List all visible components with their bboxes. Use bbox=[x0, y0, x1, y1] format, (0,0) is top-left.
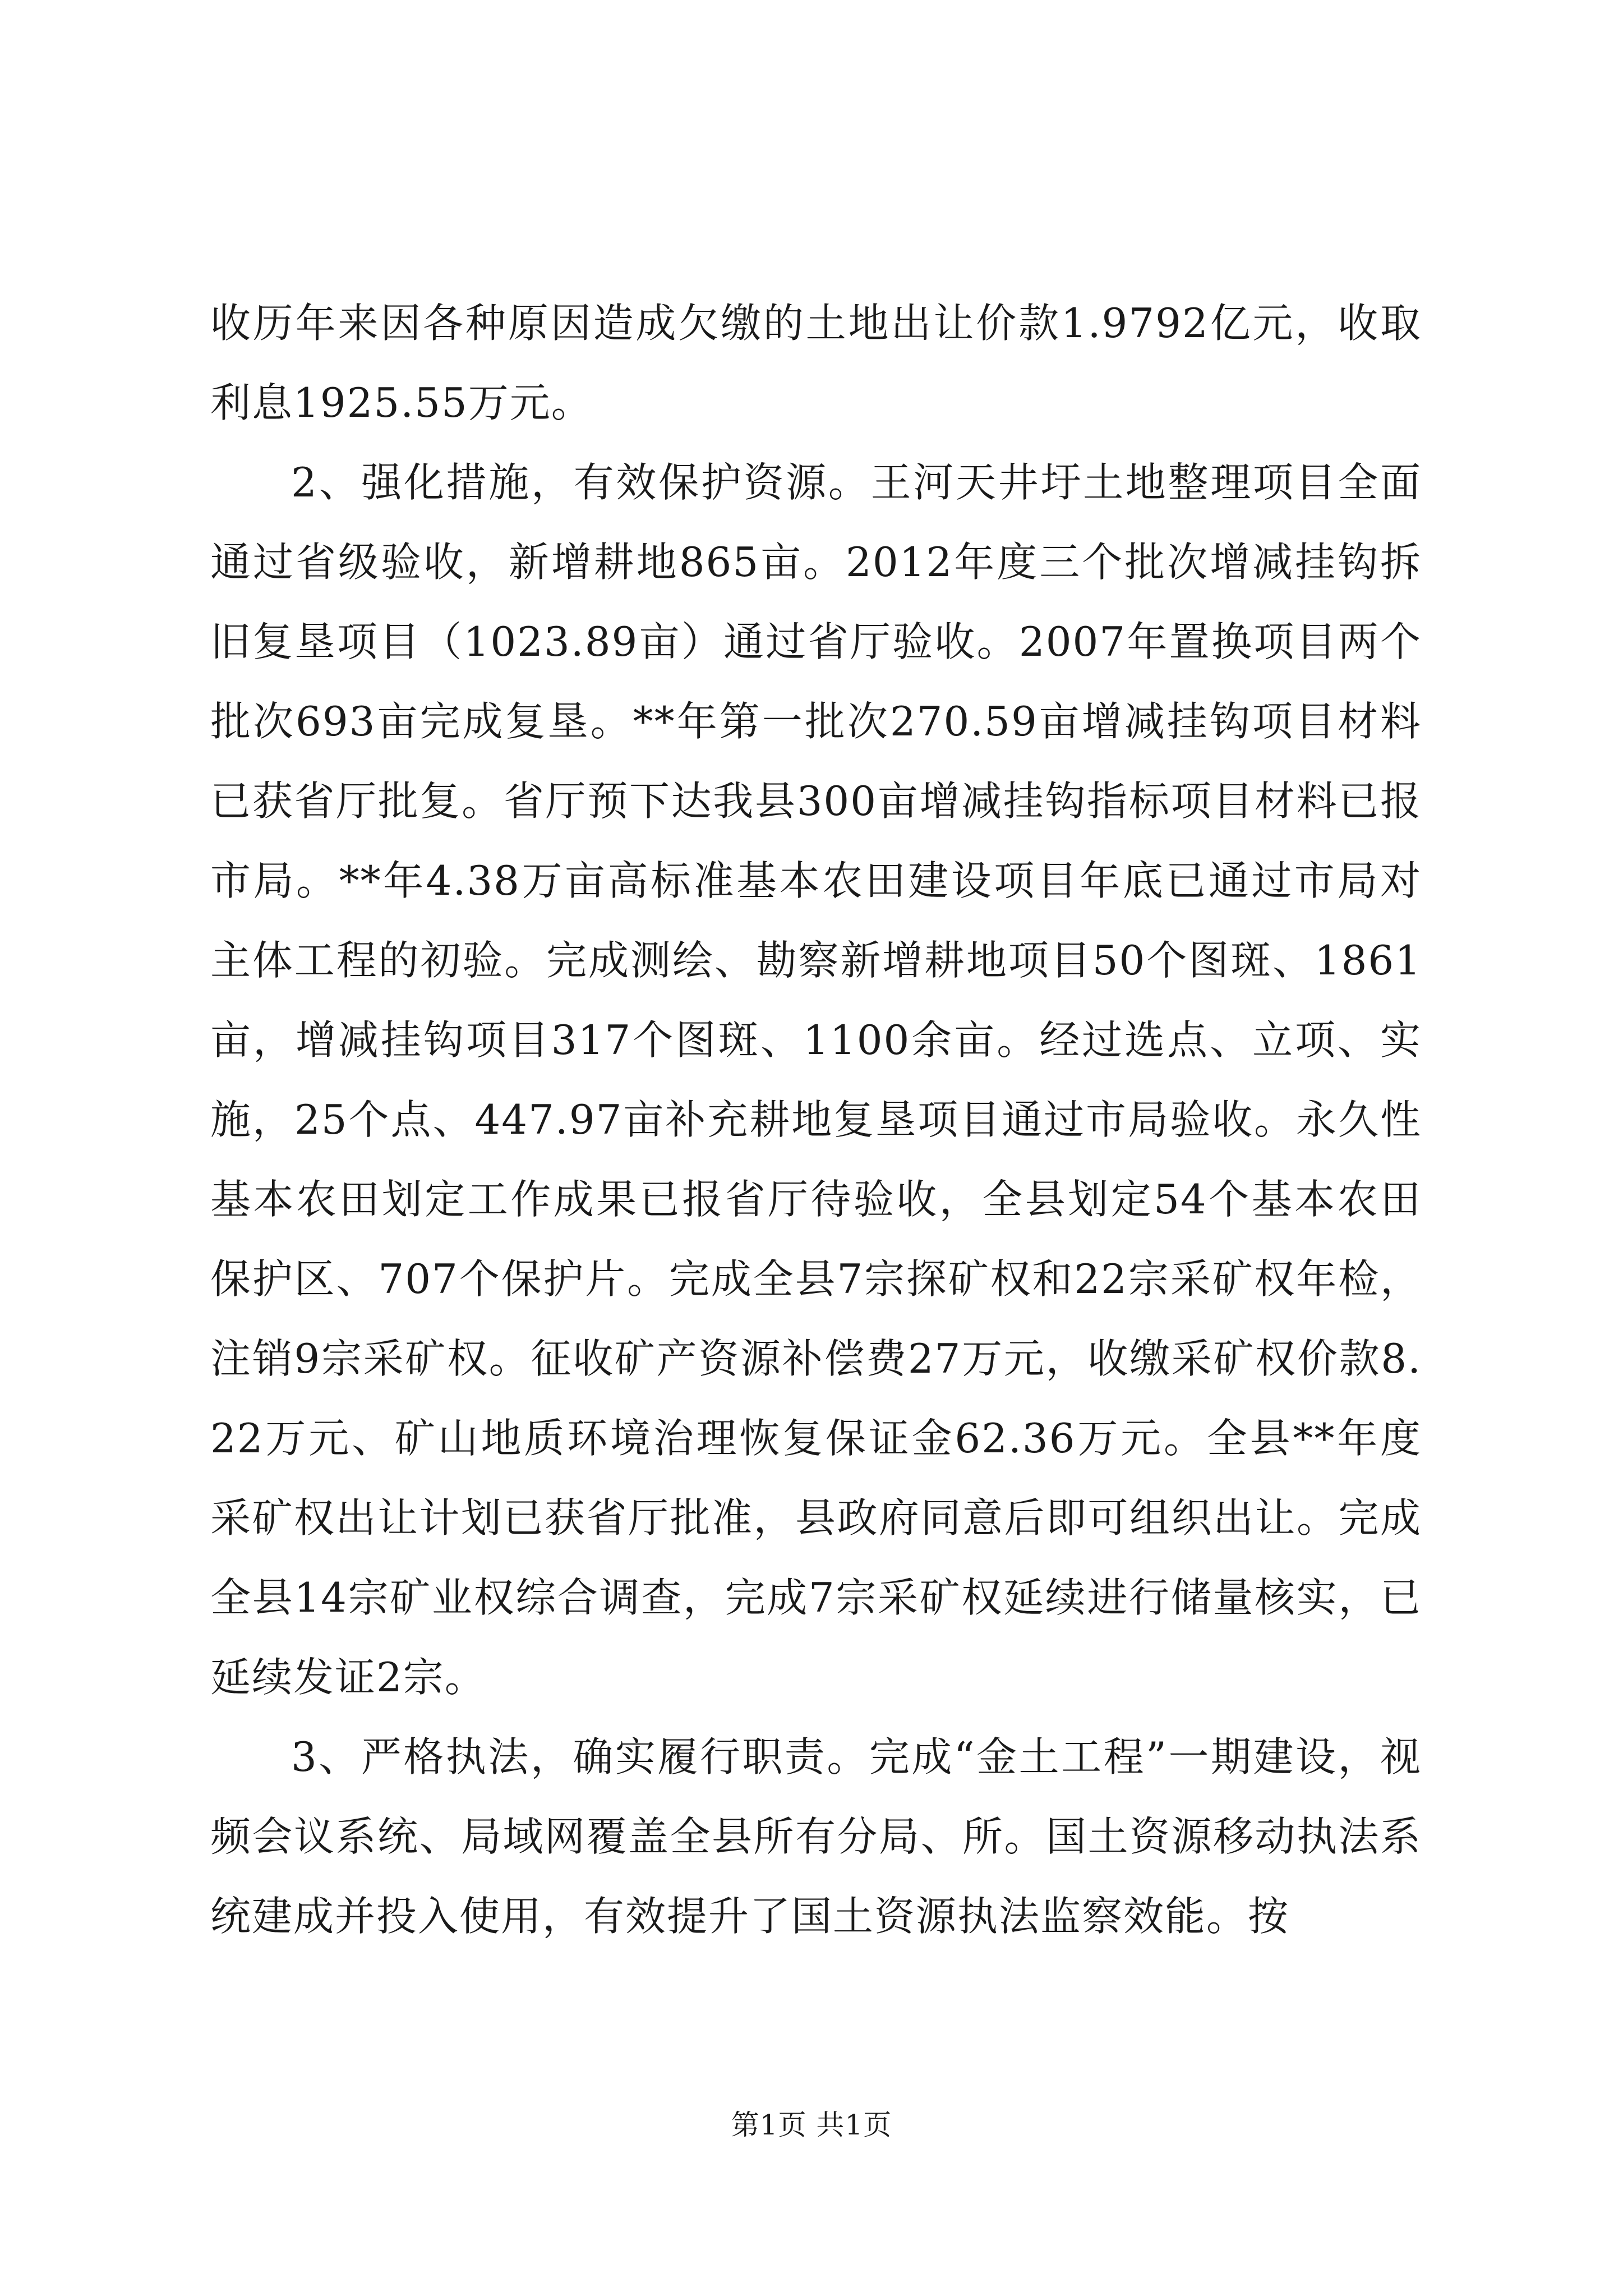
document-body bbox=[210, 283, 1422, 1956]
paragraph-protect-resources: 2、强化措施，有效保护资源。王河天井圩土地整理项目全面通过省级验收，新增耕地865亩。2012年度三个批次增减挂钩拆旧复垦项目（1023.89亩）通过省厅验收。2007年置换项目两个批次693亩完成复垦。**年第一批次270.59亩增减挂钩项目材料已获省厅批复。省厅预下达我县300亩增减挂钩指标项目材料已报市局。**年4.38万亩高标准基本农田建设项目年底已通过市局对主体工程的初验。完成测绘、勘察新增耕地项目50个图斑、1861亩，增减挂钩项目317个图斑、1100余亩。经过选点、立项、实施，25个点、447.97亩补充耕地复垦项目通过市局验收。永久性基本农田划定工作成果已报省厅待验收，全县划定54个基本农田保护区、707个保护片。完成全县7宗探矿权和22宗采矿权年检，注销9宗采矿权。征收矿产资源补偿费27万元，收缴采矿权价款8.22万元、矿山地质环境治理恢复保证金62.36万元。全县**年度采矿权出让计划已获省厅批准，县政府同意后即可组织出让。完成全县14宗矿业权综合调查，完成7宗采矿权延续进行储量核实，已延续发证2宗。 bbox=[210, 459, 1422, 1701]
page-number-footer: 第1页 共1页 bbox=[731, 2109, 892, 2141]
paragraph-law-enforcement: 3、严格执法，确实履行职责。完成“金土工程”一期建设，视频会议系统、局域网覆盖全县所有分局、所。国土资源移动执法系统建成并投入使用，有效提升了国土资源执法监察效能。按 bbox=[210, 1733, 1422, 1940]
paragraph-continuation: 收历年来因各种原因造成欠缴的土地出让价款1.9792亿元，收取利息1925.55万元。 bbox=[210, 300, 1422, 426]
